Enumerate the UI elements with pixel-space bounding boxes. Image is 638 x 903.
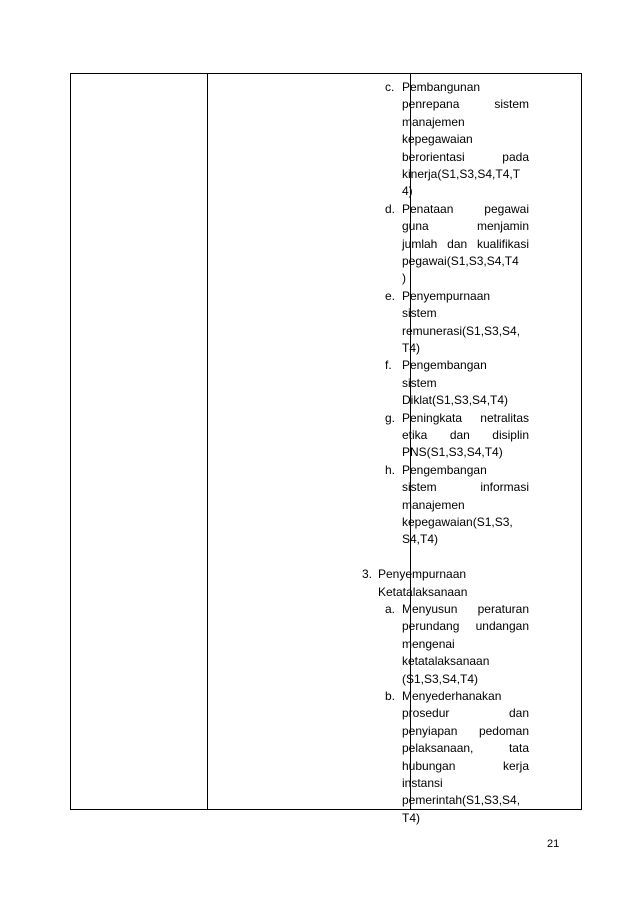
list-item-text-line: PNS(S1,S3,S4,T4) xyxy=(402,445,503,460)
list-item-label: d. xyxy=(385,201,396,216)
content-table xyxy=(70,73,582,825)
list-item-text-line: T4) xyxy=(402,341,420,355)
list-item-text-line: ) xyxy=(402,271,406,286)
list-item-label: c. xyxy=(385,80,395,94)
list-item-text-line: hubungan kerja xyxy=(402,758,529,773)
list-item-text-line: Peningkata netralitas xyxy=(402,410,529,425)
table-cell-empty-left xyxy=(71,74,208,810)
section-title-line: Penyempurnaan xyxy=(378,567,467,582)
list-item-text-line: sistem xyxy=(402,306,437,321)
table-cell-program-list xyxy=(208,74,529,825)
list-item-text-line: S4,T4) xyxy=(402,532,439,547)
list-item-text-line: Penyempurnaan xyxy=(402,288,491,303)
list-item-text-line: prosedur dan xyxy=(402,706,529,721)
list-item-text-line: remunerasi(S1,S3,S4, xyxy=(402,323,521,338)
list-item-text-line: kepegawaian xyxy=(402,132,473,147)
list-item-text-line: Menyederhanakan xyxy=(402,689,502,703)
list-item-text-line: 4) xyxy=(402,184,413,199)
list-item-text-line: perundang undangan xyxy=(402,619,529,634)
list-item-text-line: sistem informasi xyxy=(402,480,529,495)
list-item-text-line: penyiapan pedoman xyxy=(402,723,529,738)
list-item-text-line: Penataan pegawai xyxy=(402,201,529,216)
list-item-text-line: T4) xyxy=(402,810,420,825)
list-item-text-line: jumlah dan kualifikasi xyxy=(402,236,529,251)
list-item-text-line: manajemen xyxy=(402,114,465,129)
list-item-text-line: Menyusun peraturan xyxy=(402,602,529,616)
list-item-text-line: Diklat(S1,S3,S4,T4) xyxy=(402,393,509,408)
list-item-text-line: kepegawaian(S1,S3, xyxy=(402,515,513,529)
list-item-label: h. xyxy=(385,462,396,477)
section-number: 3. xyxy=(362,567,373,582)
list-item-text-line: Pembangunan xyxy=(402,80,481,94)
list-item-text-line: instansi xyxy=(402,776,443,790)
list-item-label: e. xyxy=(385,288,396,303)
list-item-text-line: guna menjamin xyxy=(402,219,529,234)
list-item-label: a. xyxy=(385,602,396,616)
list-item-text-line: (S1,S3,S4,T4) xyxy=(402,671,479,686)
list-item-label: g. xyxy=(385,410,396,425)
section-title-line: Ketatalaksanaan xyxy=(378,584,468,599)
list-item-text-line: berorientasi pada xyxy=(402,149,529,164)
list-item-text-line: pemerintah(S1,S3,S4, xyxy=(402,793,521,808)
list-item-label: f. xyxy=(385,358,392,373)
list-item-text-line: Pengembangan xyxy=(402,358,487,373)
list-item-text-line: sistem xyxy=(402,375,437,390)
list-item-text-line: pelaksanaan, tata xyxy=(402,741,529,756)
table-row xyxy=(71,74,582,810)
page-number: 21 xyxy=(547,838,560,850)
list-item-text-line: Pengembangan xyxy=(402,462,487,477)
list-item-text-line: mengenai xyxy=(402,636,455,651)
list-item-text-line: kinerja(S1,S3,S4,T4,T xyxy=(402,167,521,181)
list-item-text-line: ketatalaksanaan xyxy=(402,654,490,669)
list-item-text-line: etika dan disiplin xyxy=(402,428,529,442)
list-item-text-line: manajemen xyxy=(402,497,465,512)
list-item-text-line: penrepana sistem xyxy=(402,97,529,112)
list-item-label: b. xyxy=(385,689,396,703)
list-item-text-line: pegawai(S1,S3,S4,T4 xyxy=(402,254,519,268)
